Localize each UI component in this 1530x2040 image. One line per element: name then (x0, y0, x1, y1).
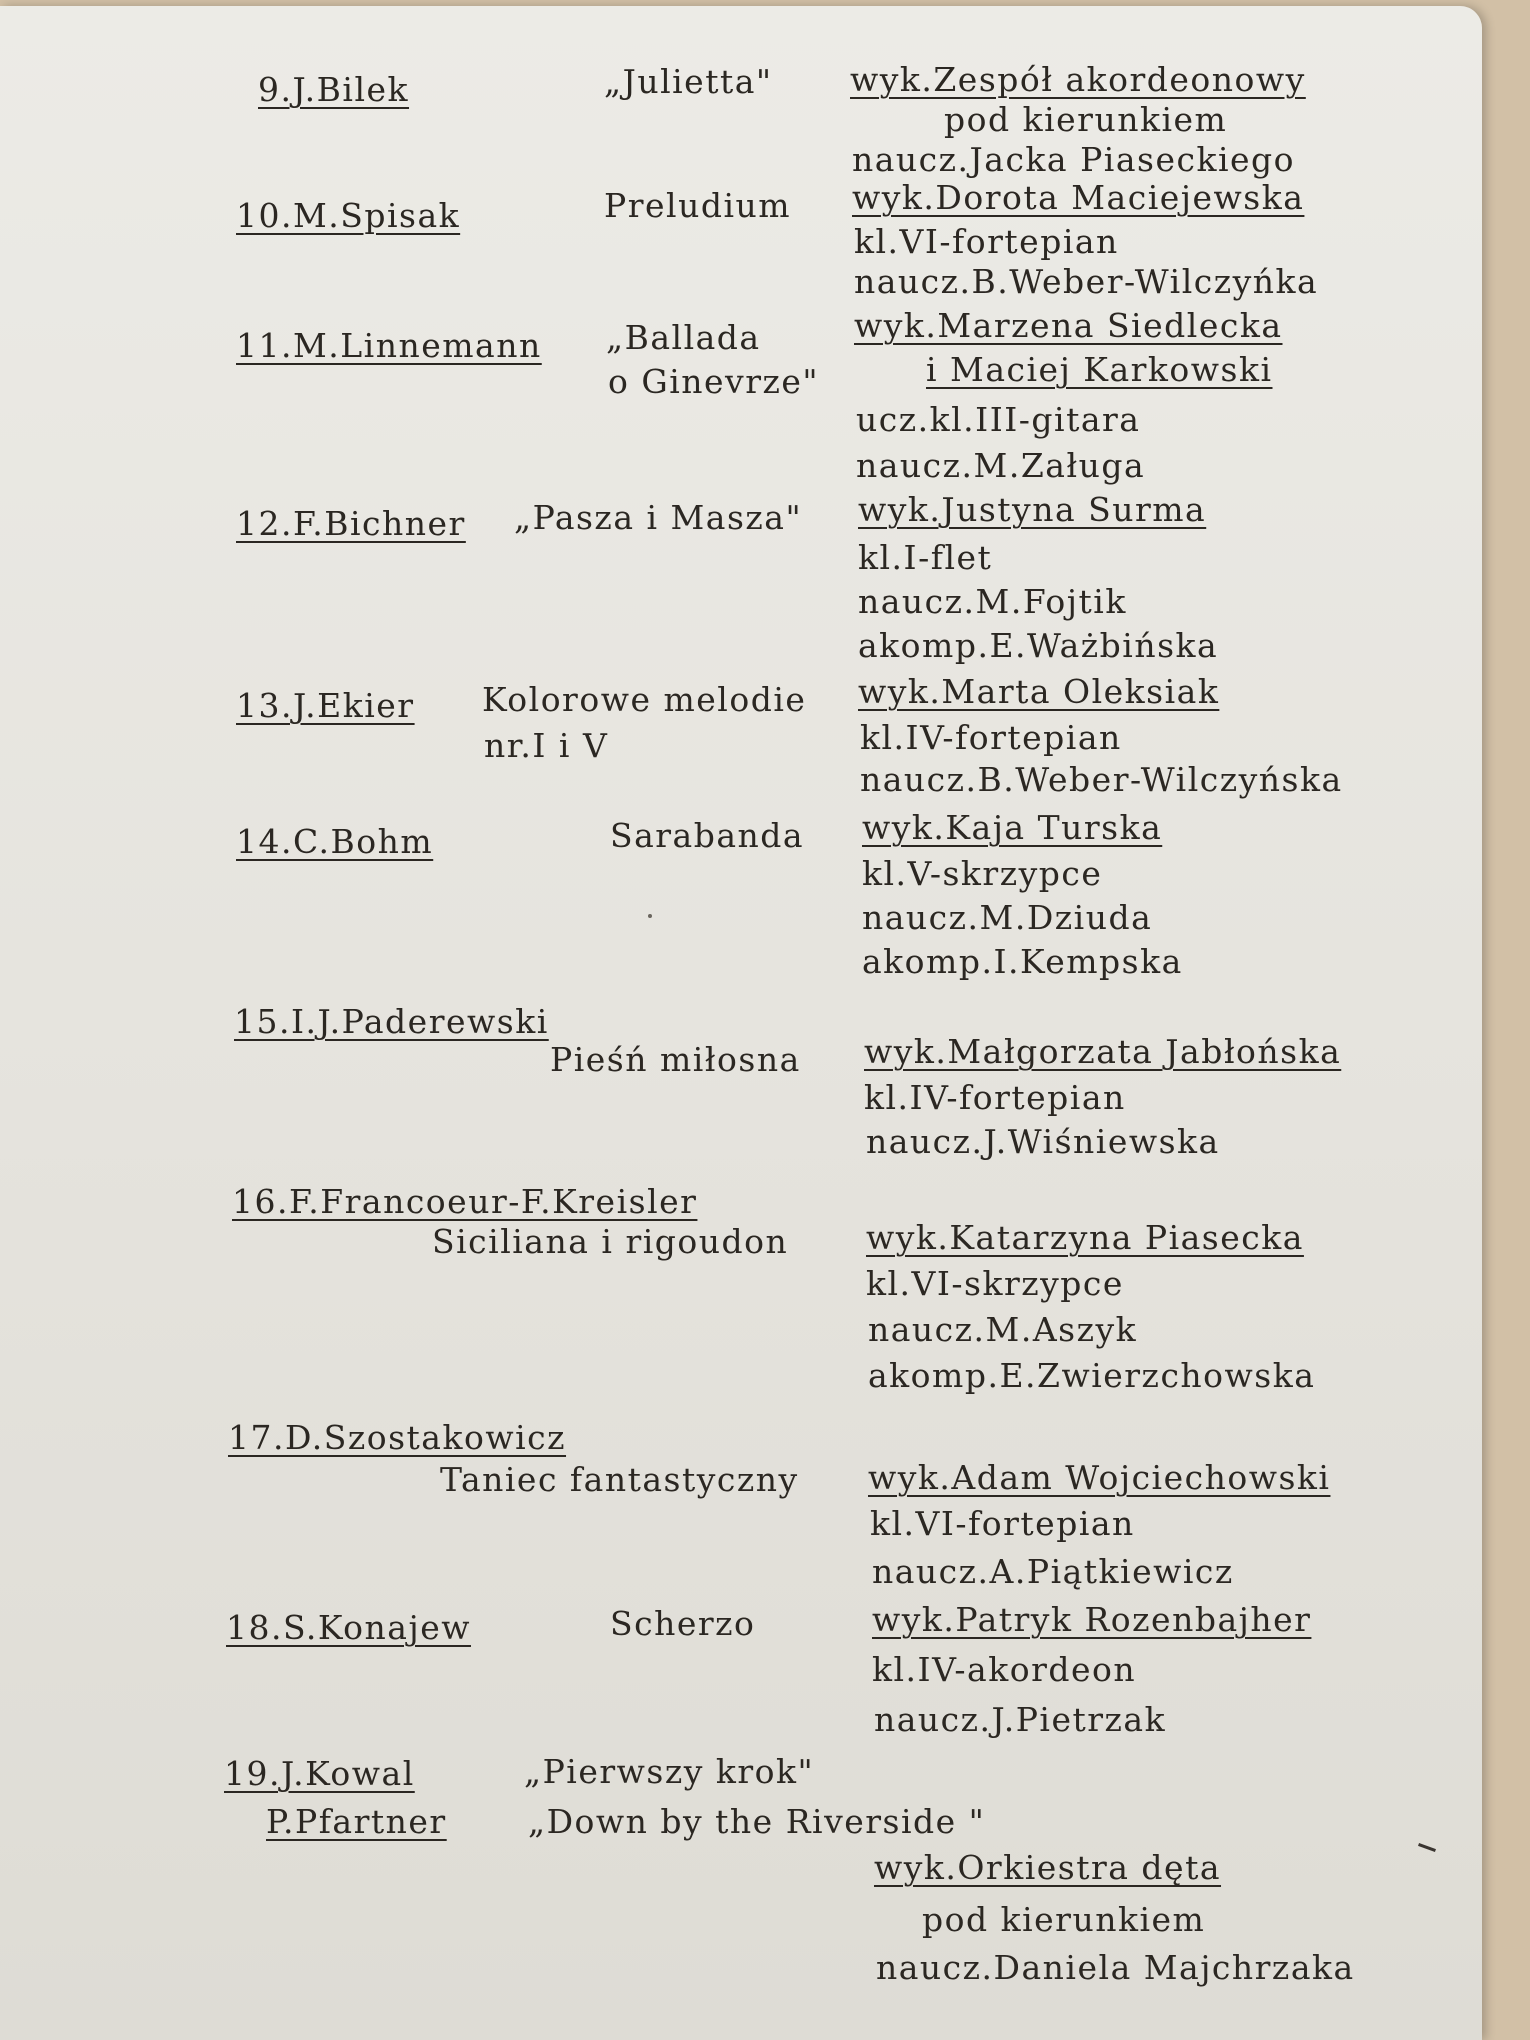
title-14-line-1: Sarabanda (610, 816, 805, 855)
performer-14-line-2: kl.V-skrzypce (862, 854, 1103, 893)
dust-speck (648, 914, 652, 918)
performer-16-line-3: naucz.M.Aszyk (868, 1310, 1138, 1349)
performer-10-line-3: naucz.B.Weber-Wilczyńka (854, 262, 1319, 301)
composer-9: 9.J.Bilek (258, 70, 410, 109)
composer-19-second: P.Pfartner (266, 1802, 447, 1841)
performer-13-line-3: naucz.B.Weber-Wilczyńska (860, 760, 1343, 799)
performer-16-line-1: wyk.Katarzyna Piasecka (866, 1218, 1304, 1257)
performer-10-line-2: kl.VI-fortepian (854, 222, 1119, 261)
title-17-line-1: Taniec fantastyczny (440, 1460, 799, 1499)
performer-11-line-3: ucz.kl.III-gitara (856, 400, 1141, 439)
performer-18-line-2: kl.IV-akordeon (872, 1650, 1137, 1689)
performer-15-line-2: kl.IV-fortepian (864, 1078, 1126, 1117)
performer-18-line-3: naucz.J.Pietrzak (874, 1700, 1167, 1739)
program-sheet (0, 6, 1482, 2040)
composer-16: 16.F.Francoeur-F.Kreisler (232, 1182, 698, 1221)
performer-17-line-2: kl.VI-fortepian (870, 1504, 1135, 1543)
composer-14: 14.C.Bohm (236, 822, 434, 861)
title-12-line-1: „Pasza i Masza" (514, 498, 803, 537)
performer-11-line-1: wyk.Marzena Siedlecka (854, 306, 1283, 345)
performer-15-line-3: naucz.J.Wiśniewska (866, 1122, 1220, 1161)
title-19-line-1: „Pierwszy krok" (524, 1752, 815, 1791)
performer-10-line-1: wyk.Dorota Maciejewska (852, 178, 1305, 217)
title-15-line-1: Pieśń miłosna (550, 1040, 801, 1079)
performer-12-line-2: kl.I-flet (858, 538, 993, 577)
performer-18-line-1: wyk.Patryk Rozenbajher (872, 1600, 1312, 1639)
title-10-line-1: Preludium (604, 186, 792, 225)
title-18-line-1: Scherzo (610, 1604, 756, 1643)
stray-mark (1418, 1843, 1436, 1852)
performer-12-line-4: akomp.E.Ważbińska (858, 626, 1219, 665)
title-16-line-1: Siciliana i rigoudon (432, 1222, 789, 1261)
performer-19-line-1: wyk.Orkiestra dęta (874, 1848, 1222, 1887)
composer-13: 13.J.Ekier (236, 686, 415, 725)
composer-10: 10.M.Spisak (236, 196, 461, 235)
title-19-line-2: „Down by the Riverside " (528, 1802, 986, 1841)
performer-15-line-1: wyk.Małgorzata Jabłońska (864, 1032, 1342, 1071)
title-11-line-1: „Ballada (606, 318, 761, 357)
performer-9-line-1: wyk.Zespół akordeonowy (850, 60, 1306, 99)
performer-13-line-2: kl.IV-fortepian (860, 718, 1122, 757)
performer-13-line-1: wyk.Marta Oleksiak (858, 672, 1220, 711)
performer-16-line-2: kl.VI-skrzypce (866, 1264, 1124, 1303)
performer-11-line-4: naucz.M.Załuga (856, 446, 1146, 485)
performer-9-line-2: pod kierunkiem (944, 100, 1228, 139)
performer-16-line-4: akomp.E.Zwierzchowska (868, 1356, 1316, 1395)
performer-12-line-1: wyk.Justyna Surma (858, 490, 1207, 529)
performer-17-line-1: wyk.Adam Wojciechowski (868, 1458, 1331, 1497)
performer-12-line-3: naucz.M.Fojtik (858, 582, 1127, 621)
composer-17: 17.D.Szostakowicz (228, 1418, 567, 1457)
composer-18: 18.S.Konajew (226, 1608, 471, 1647)
composer-15: 15.I.J.Paderewski (234, 1002, 549, 1041)
performer-19-line-3: naucz.Daniela Majchrzaka (876, 1948, 1355, 1987)
title-9-line-1: „Julietta" (604, 62, 773, 101)
performer-11-line-2: i Maciej Karkowski (926, 350, 1273, 389)
performer-17-line-3: naucz.A.Piątkiewicz (872, 1552, 1234, 1591)
performer-14-line-4: akomp.I.Kempska (862, 942, 1183, 981)
title-13-line-1: Kolorowe melodie (482, 680, 807, 719)
title-11-line-2: o Ginevrze" (608, 362, 820, 401)
performer-9-line-3: naucz.Jacka Piaseckiego (852, 140, 1296, 179)
composer-19: 19.J.Kowal (224, 1754, 415, 1793)
composer-12: 12.F.Bichner (236, 504, 466, 543)
title-13-line-2: nr.I i V (484, 726, 609, 765)
performer-14-line-1: wyk.Kaja Turska (862, 808, 1163, 847)
performer-14-line-3: naucz.M.Dziuda (862, 898, 1153, 937)
performer-19-line-2: pod kierunkiem (922, 1900, 1206, 1939)
composer-11: 11.M.Linnemann (236, 326, 542, 365)
